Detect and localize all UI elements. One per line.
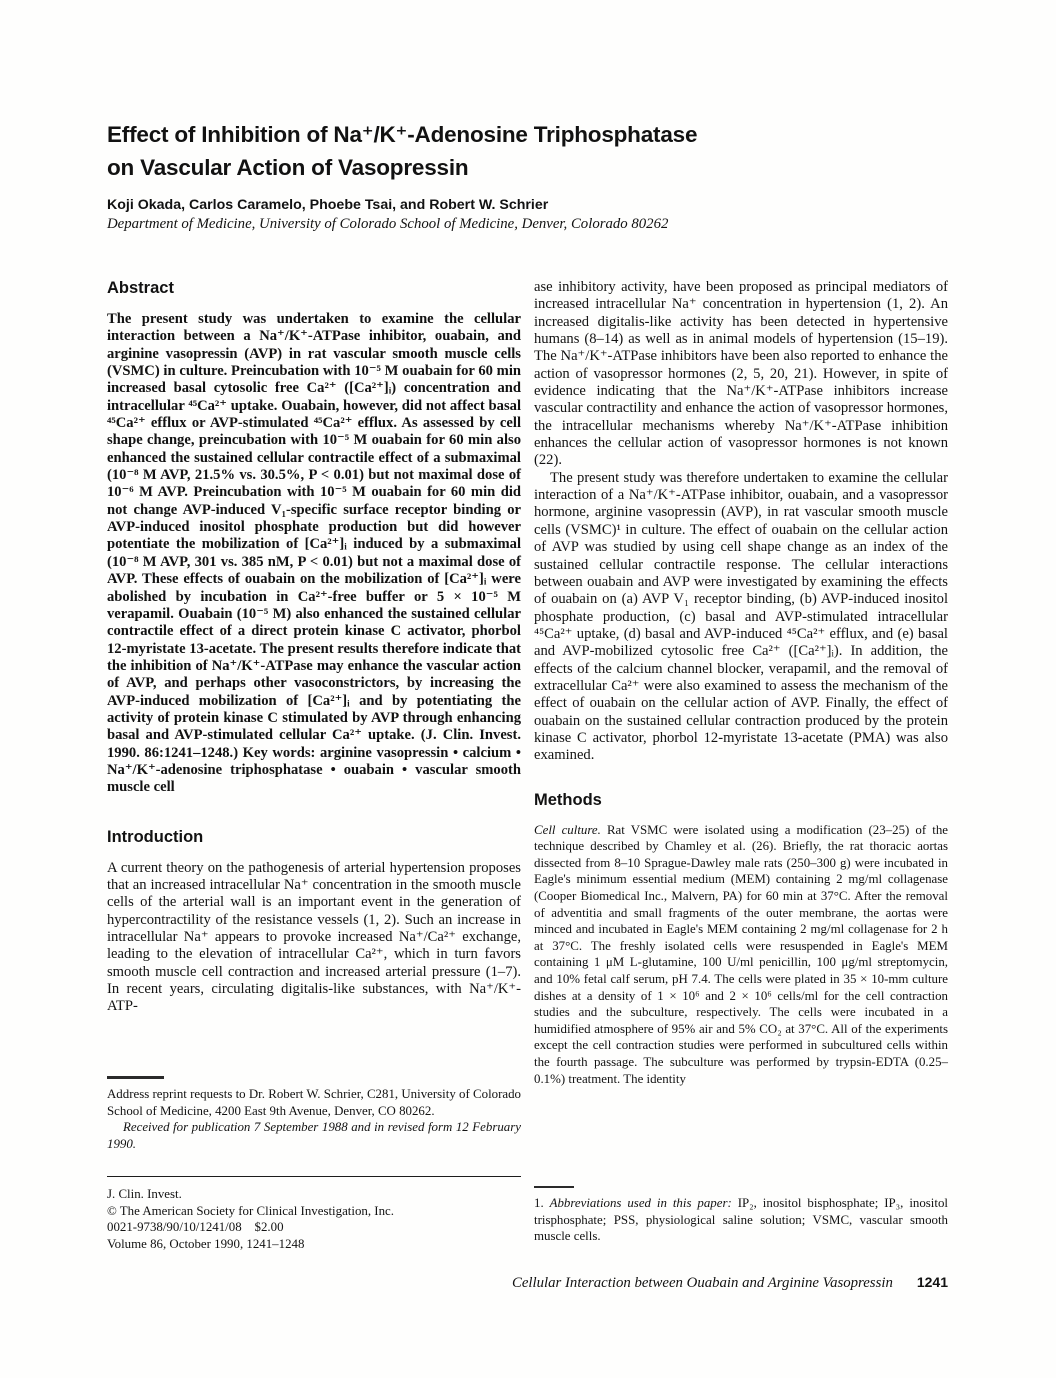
left-column — [107, 279, 521, 1016]
article-header — [107, 118, 948, 233]
abstract-heading: Abstract — [107, 279, 174, 297]
abbreviations-number: 1. — [534, 1196, 550, 1210]
copyright-line: © The American Society for Clinical Investigation, Inc. — [107, 1203, 394, 1218]
issn-line: 0021-9738/90/10/1241/08 $2.00 — [107, 1220, 284, 1235]
journal-name: J. Clin. Invest. — [107, 1187, 182, 1201]
running-footer — [107, 1274, 948, 1292]
right-footnote-block — [534, 1186, 948, 1245]
article-title-line2: on Vascular Action of Vasopressin — [107, 155, 469, 180]
footnote-separator-rule — [107, 1076, 164, 1079]
abbreviations-lead: Abbreviations used in this paper: — [549, 1196, 732, 1210]
methods-lead: Cell culture. — [534, 822, 601, 837]
abbreviations-footnote — [534, 1195, 948, 1245]
journal-credit-block — [107, 1176, 521, 1252]
footnote-separator-rule — [534, 1186, 574, 1188]
body-paragraph-2: The present study was therefore undertaken to examine the cellular interaction of a Na⁺/K⁺-ATPase inhibitor, ouabain, and a vasopressor hormone, arginine vasopressin (AVP), in rat vascular smooth muscle cells (VSMC)¹ in culture. The effect of ouabain on the cellular action of AVP was studied by using cell shape change as an index of the sustained cellular contractile response. The cellular interactions between ouabain and AVP were investigated by examining the effects of ouabain on (a) AVP V₁ receptor binding, (b) AVP-induced inositol phosphate production, (c) basal and AVP-stimulated intracellular ⁴⁵Ca²⁺ uptake, (d) basal and AVP-induced ⁴⁵Ca²⁺ efflux, and (e) basal and AVP-mobilized cytosolic free Ca²⁺ ([Ca²⁺]ᵢ). In addition, the effects of the calcium channel blocker, verapamil, and the removal of extracellular Ca²⁺ were also examined to assess the mechanism of the effect of ouabain on the cellular action of AVP. Finally, the effect of ouabain on the sustained cellular contraction produced by the protein kinase C activator, phorbol 12-myristate 13-acetate (PMA) was also examined. — [534, 469, 948, 764]
introduction-body: A current theory on the pathogenesis of arterial hypertension proposes that an increased intracellular Na⁺ concentration in the smooth muscle cells of the arterial wall is an important event in the generation of hypercontractility of the resistance vessels (1, 2). Such an increase in intracellular Na⁺ appears to provoke increased Na⁺/Ca²⁺ exchange, leading to the elevation of intracellular Ca²⁺, which in turn favors smooth muscle cell contraction and increased arterial pressure (1–7). In recent years, circulating digitalis-like substances, with Na⁺/K⁺-ATP- — [107, 859, 521, 1015]
volume-line: Volume 86, October 1990, 1241–1248 — [107, 1236, 305, 1251]
article-title-line1: Effect of Inhibition of Na⁺/K⁺-Adenosine Triphosphatase — [107, 122, 698, 147]
address-footnote: Address reprint requests to Dr. Robert W. Schrier, C281, University of Colorado School of Medicine, 4200 East 9th Avenue, Denver, CO 80262. — [107, 1087, 521, 1118]
methods-heading: Methods — [534, 790, 602, 809]
page-number: 1241 — [916, 1274, 948, 1290]
authors-line: Koji Okada, Carlos Caramelo, Phoebe Tsai, and Robert W. Schrier — [107, 197, 549, 213]
abstract-body: The present study was undertaken to examine the cellular interaction between a Na⁺/K⁺-ATPase inhibitor, ouabain, and arginine vasopressin (AVP) in rat vascular smooth muscle cells (VSMC) in culture. Preincubation with 10⁻⁵ M ouabain for 60 min increased basal cytosolic free Ca²⁺ ([Ca²⁺]ᵢ) concentration and intracellular ⁴⁵Ca²⁺ uptake. Ouabain, however, did not affect basal ⁴⁵Ca²⁺ efflux or AVP-stimulated ⁴⁵Ca²⁺ efflux. As assessed by cell shape change, preincubation with 10⁻⁵ M ouabain for 60 min also enhanced the sustained cellular contractile effect of a submaximal (10⁻⁸ M AVP, 21.5% vs. 30.5%, P < 0.01) but not maximal dose of 10⁻⁶ M AVP. Preincubation with 10⁻⁵ M ouabain for 60 min did not change AVP-induced V₁-specific surface receptor binding or AVP-induced inositol phosphate production but did however potentiate the mobilization of [Ca²⁺]ᵢ induced by a submaximal (10⁻⁸ M AVP, 301 vs. 385 nM, P < 0.01) but not a maximal dose of AVP. These effects of ouabain on the mobilization of [Ca²⁺]ᵢ were abolished by incubation in Ca²⁺-free buffer or 5 × 10⁻⁵ M verapamil. Ouabain (10⁻⁵ M) also enhanced the sustained cellular contractile effect of a direct protein kinase C activator, phorbol 12-myristate 13-acetate. The present results therefore indicate that the inhibition of Na⁺/K⁺-ATPase may enhance the vascular action of AVP, and perhaps other vasoconstrictors, by increasing the AVP-induced mobilization of [Ca²⁺]ᵢ and by potentiating the activity of protein kinase C stimulated by AVP through enhancing basal and AVP-stimulated cellular Ca²⁺ uptake. (J. Clin. Invest. 1990. 86:1241–1248.) Key words: arginine vasopressin • calcium • Na⁺/K⁺-adenosine triphosphatase • ouabain • vascular smooth muscle cell — [107, 311, 521, 796]
introduction-heading: Introduction — [107, 827, 204, 846]
affiliation-line: Department of Medicine, University of Colorado School of Medicine, Denver, Colorado 80262 — [107, 216, 669, 232]
running-title: Cellular Interaction between Ouabain and Arginine Vasopressin — [511, 1275, 893, 1291]
article-title — [107, 118, 948, 184]
abbreviations-rest: IP₂, inositol bisphosphate; IP₃, inositol trisphosphate; PSS, physiological saline solution; VSMC, vascular smooth muscle cells. — [534, 1196, 948, 1244]
right-column — [534, 279, 948, 1087]
methods-paragraph — [534, 822, 948, 1088]
received-footnote: Received for publication 7 September 1988 and in revised form 12 February 1990. — [107, 1120, 521, 1151]
body-paragraph-1: ase inhibitory activity, have been proposed as principal mediators of increased intracellular Na⁺ concentration in hypertension (1, 2). An increased digitalis-like activity has been detected in hypertensive humans (8–14) as well as in animal models of hypertension (15–19). The Na⁺/K⁺-ATPase inhibitors have been also reported to enhance the action of vasopressor hormones (2, 5, 20, 21). However, in spite of evidence indicating that the Na⁺/K⁺-ATPase inhibitors increase vascular contractility and enhance the action of vasopressor hormones, the intracellular mechanisms whereby Na⁺/K⁺-ATPase inhibition enhances the cellular action of vasopressor hormones is not known (22). — [534, 279, 948, 469]
methods-body: Rat VSMC were isolated using a modification (23–25) of the technique described by Chamley et al. (26). Briefly, the rat thoracic aortas dissected from 8–10 Sprague-Dawley male rats (250–300 g) were incubated in Eagle's minimum essential medium (MEM) containing 2 mg/ml collagenase (Cooper Biomedical Inc., Malvern, PA) for 60 min at 37°C. After the removal of adventitia and small fragments of the outer membrane, the aortas were minced and incubated in Eagle's MEM containing 2 mg/ml collagenase for 2 h at 37°C. The freshly isolated cells were resuspended in Eagle's MEM containing 1 μM L-glutamine, 100 U/ml penicillin, 100 μg/ml streptomycin, and 10% fetal calf serum, pH 7.4. The cells were plated in 35 × 10-mm culture dishes at a density of 1 × 10⁶ and 2 × 10⁶ cells/ml for the cell contraction studies and the subculture, respectively. The cells were incubated in a humidified atmosphere of 95% air and 5% CO₂ at 37°C. All of the experiments except the cell contraction studies were performed in subcultured cells within the fourth passage. The subculture was performed by trypsin-EDTA (0.25–0.1%) treatment. The identity — [534, 822, 948, 1086]
left-footnote-block — [107, 1076, 521, 1152]
